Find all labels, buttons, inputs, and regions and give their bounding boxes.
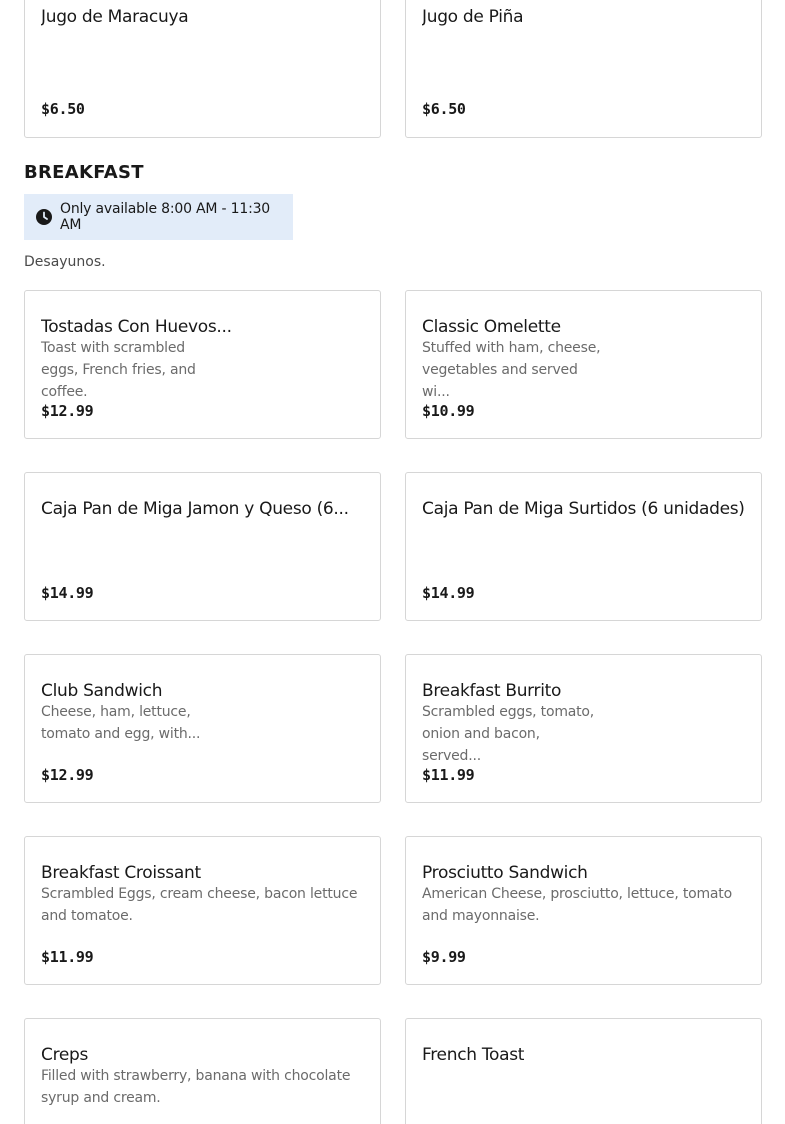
item-price: $6.50 — [41, 100, 85, 118]
item-price: $6.50 — [422, 100, 466, 118]
item-name: Breakfast Burrito — [422, 681, 562, 701]
item-description: Stuffed with ham, cheese, vegetables and served wi... — [422, 340, 601, 400]
item-price: $10.99 — [422, 402, 475, 420]
item-price: $14.99 — [41, 584, 94, 602]
menu-item-card[interactable] — [405, 290, 762, 439]
item-name: Prosciutto Sandwich — [422, 863, 588, 883]
section-description: Desayunos. — [24, 254, 106, 270]
item-description: American Cheese, prosciutto, lettuce, tomato and mayonnaise. — [422, 886, 732, 924]
item-name: Club Sandwich — [41, 681, 163, 701]
menu-item-card[interactable] — [405, 654, 762, 803]
item-price: $12.99 — [41, 766, 94, 784]
item-name: French Toast — [422, 1045, 525, 1065]
menu-item-card[interactable] — [24, 836, 381, 985]
menu-item-card[interactable] — [405, 1018, 762, 1124]
item-name: Jugo de Maracuya — [41, 7, 189, 27]
menu-item-card[interactable] — [405, 472, 762, 621]
item-name: Breakfast Croissant — [41, 863, 201, 883]
menu-item-card[interactable] — [24, 0, 381, 138]
clock-icon — [36, 209, 52, 225]
section-title: BREAKFAST — [24, 162, 144, 183]
item-name: Tostadas Con Huevos... — [41, 317, 232, 337]
menu-item-card[interactable] — [24, 472, 381, 621]
item-price: $14.99 — [422, 584, 475, 602]
availability-banner — [24, 194, 293, 240]
availability-text: Only available 8:00 AM - 11:30 AM — [60, 201, 271, 233]
item-price: $11.99 — [422, 766, 475, 784]
item-description: Filled with strawberry, banana with chocolate syrup and cream. — [41, 1068, 351, 1106]
item-name: Caja Pan de Miga Jamon y Queso (6... — [41, 499, 349, 519]
menu-item-card[interactable] — [24, 654, 381, 803]
item-price: $12.99 — [41, 402, 94, 420]
menu-item-card[interactable] — [24, 290, 381, 439]
item-description: Scrambled eggs, tomato, onion and bacon, served... — [422, 704, 595, 764]
menu-item-card[interactable] — [405, 836, 762, 985]
item-price: $11.99 — [41, 948, 94, 966]
item-name: Creps — [41, 1045, 89, 1065]
menu-item-card[interactable] — [405, 0, 762, 138]
menu-item-card[interactable] — [24, 1018, 381, 1124]
item-description: Toast with scrambled eggs, French fries, and coffee. — [41, 340, 196, 400]
item-name: Caja Pan de Miga Surtidos (6 unidades) — [422, 499, 745, 519]
item-description: Scrambled Eggs, cream cheese, bacon lettuce and tomatoe. — [41, 886, 358, 924]
item-name: Jugo de Piña — [422, 7, 524, 27]
item-description: Cheese, ham, lettuce, tomato and egg, with... — [41, 704, 201, 742]
item-price: $9.99 — [422, 948, 466, 966]
item-name: Classic Omelette — [422, 317, 561, 337]
